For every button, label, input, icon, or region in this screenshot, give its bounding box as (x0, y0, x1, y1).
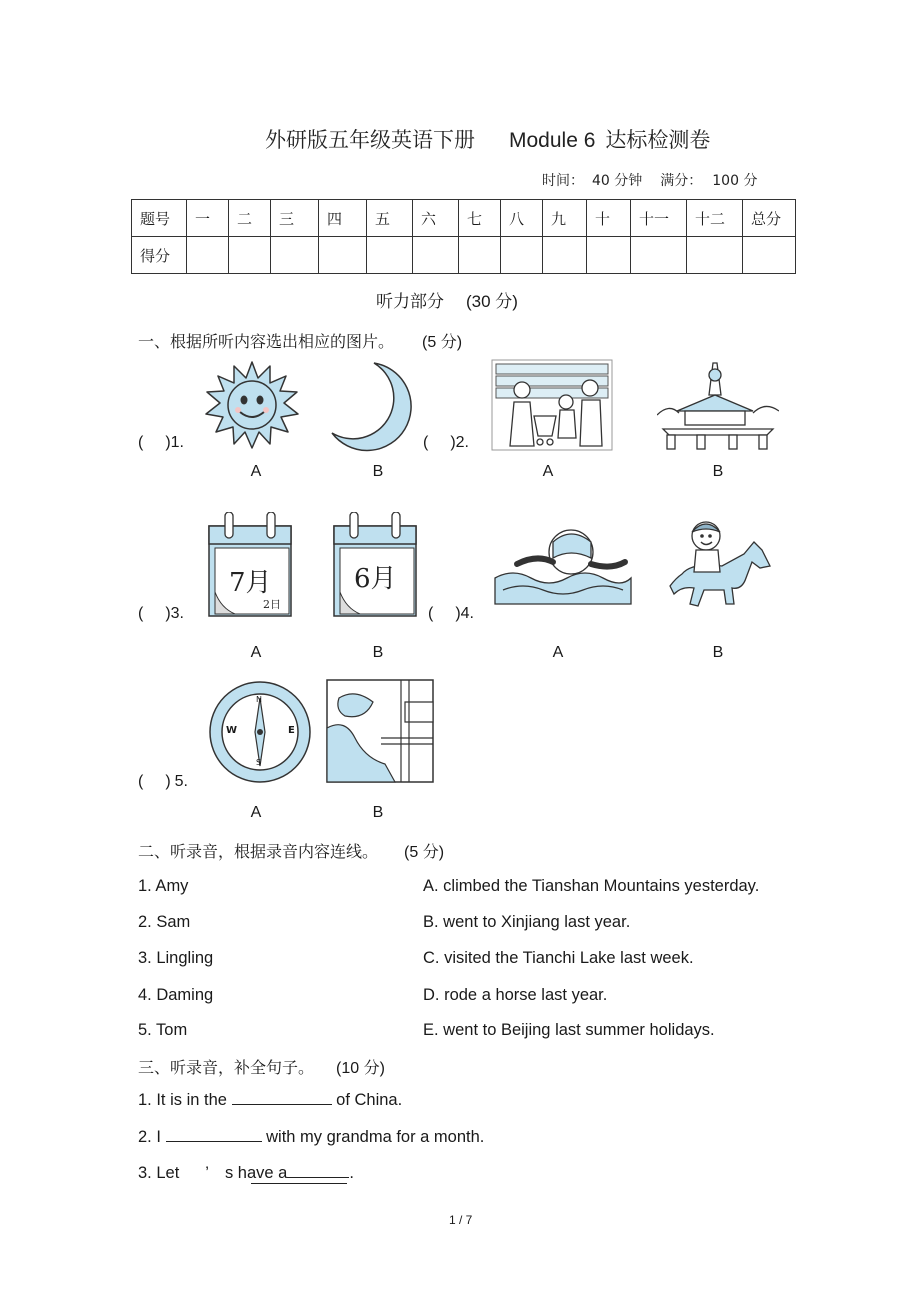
score-cell[interactable] (743, 237, 796, 274)
question-5-answer[interactable]: ( ) 5. (138, 773, 188, 790)
answer-blank[interactable] (232, 1090, 332, 1105)
option-label: A (542, 463, 554, 480)
sun-picture[interactable] (204, 360, 300, 452)
fill-sentence-1: 1. It is in the of China. (138, 1091, 403, 1109)
match-right-item[interactable]: A. climbed the Tianshan Mountains yesterday. (423, 877, 760, 895)
calendar-month-text: 6月 (354, 564, 397, 594)
score-cell[interactable] (587, 237, 631, 274)
section3-heading: 三、听录音，补全句子。 (10 分) (138, 1058, 385, 1077)
match-left-item[interactable]: 2. Sam (138, 913, 191, 931)
temple-picture[interactable] (657, 355, 779, 451)
answer-blank[interactable] (166, 1127, 262, 1142)
compass-north-text: N (256, 695, 262, 704)
map-picture[interactable] (325, 678, 435, 784)
score-cell[interactable] (319, 237, 367, 274)
score-table-header-row: 题号 一 二 三 四 五 六 七 八 九 十 十一 十二 总分 (132, 200, 796, 237)
moon-picture[interactable] (326, 360, 416, 452)
match-left-item[interactable]: 3. Lingling (138, 949, 214, 967)
match-right-item[interactable]: D. rode a horse last year. (423, 986, 608, 1004)
score-cell[interactable] (187, 237, 229, 274)
option-label: A (250, 644, 262, 661)
score-cell[interactable] (459, 237, 501, 274)
compass-south-text: S (256, 758, 262, 767)
section2-heading: 二、听录音，根据录音内容连线。 (5 分) (138, 842, 445, 861)
calendar-month-text: 7月 (229, 568, 272, 598)
answer-blank[interactable] (287, 1163, 349, 1178)
question-3-answer[interactable]: ( )3. (138, 605, 184, 622)
score-cell[interactable] (271, 237, 319, 274)
compass-picture[interactable] (208, 680, 312, 784)
page-title: 外研版五年级英语下册 Module 6 达标检测卷 (265, 128, 711, 152)
score-table (131, 199, 796, 274)
fill-sentence-3: 3. Let ’ s have a . (138, 1164, 354, 1182)
answer-blank-underline (251, 1183, 347, 1184)
section1-heading: 一、根据所听内容选出相应的图片。 (5 分) (138, 332, 463, 351)
option-label: B (712, 463, 724, 480)
score-cell[interactable] (413, 237, 459, 274)
question-1-answer[interactable]: ( )1. (138, 434, 184, 451)
option-label: A (250, 463, 262, 480)
calendar-day-text: 2日 (263, 598, 281, 611)
score-cell[interactable] (229, 237, 271, 274)
option-label: B (372, 463, 384, 480)
option-label: A (250, 804, 262, 821)
match-left-item[interactable]: 4. Daming (138, 986, 214, 1004)
page-number: 1 / 7 (449, 1213, 473, 1227)
swimming-picture[interactable] (493, 524, 633, 608)
calendar-june-picture[interactable] (330, 512, 420, 618)
match-right-item[interactable]: B. went to Xinjiang last year. (423, 913, 631, 931)
match-right-item[interactable]: E. went to Beijing last summer holidays. (423, 1021, 715, 1039)
score-cell[interactable] (543, 237, 587, 274)
compass-west-text: W (226, 725, 238, 736)
score-table-score-row: 得分 (132, 237, 796, 274)
exam-meta: 时间： 40 分钟 满分： 100 分 (542, 173, 758, 189)
score-cell[interactable] (501, 237, 543, 274)
score-cell[interactable] (631, 237, 687, 274)
fill-sentence-2: 2. I with my grandma for a month. (138, 1128, 485, 1146)
option-label: A (552, 644, 564, 661)
compass-east-text: E (288, 725, 295, 736)
option-label: B (372, 804, 384, 821)
score-cell[interactable] (367, 237, 413, 274)
match-left-item[interactable]: 1. Amy (138, 877, 189, 895)
calendar-july-picture[interactable] (205, 512, 295, 618)
horse-riding-picture[interactable] (662, 516, 774, 612)
question-4-answer[interactable]: ( )4. (428, 605, 474, 622)
option-label: B (372, 644, 384, 661)
shopping-family-picture[interactable] (490, 358, 614, 452)
question-2-answer[interactable]: ( )2. (423, 434, 469, 451)
option-label: B (712, 644, 724, 661)
match-left-item[interactable]: 5. Tom (138, 1021, 188, 1039)
listening-heading: 听力部分 (30 分) (376, 292, 518, 312)
match-right-item[interactable]: C. visited the Tianchi Lake last week. (423, 949, 694, 967)
score-cell[interactable] (687, 237, 743, 274)
